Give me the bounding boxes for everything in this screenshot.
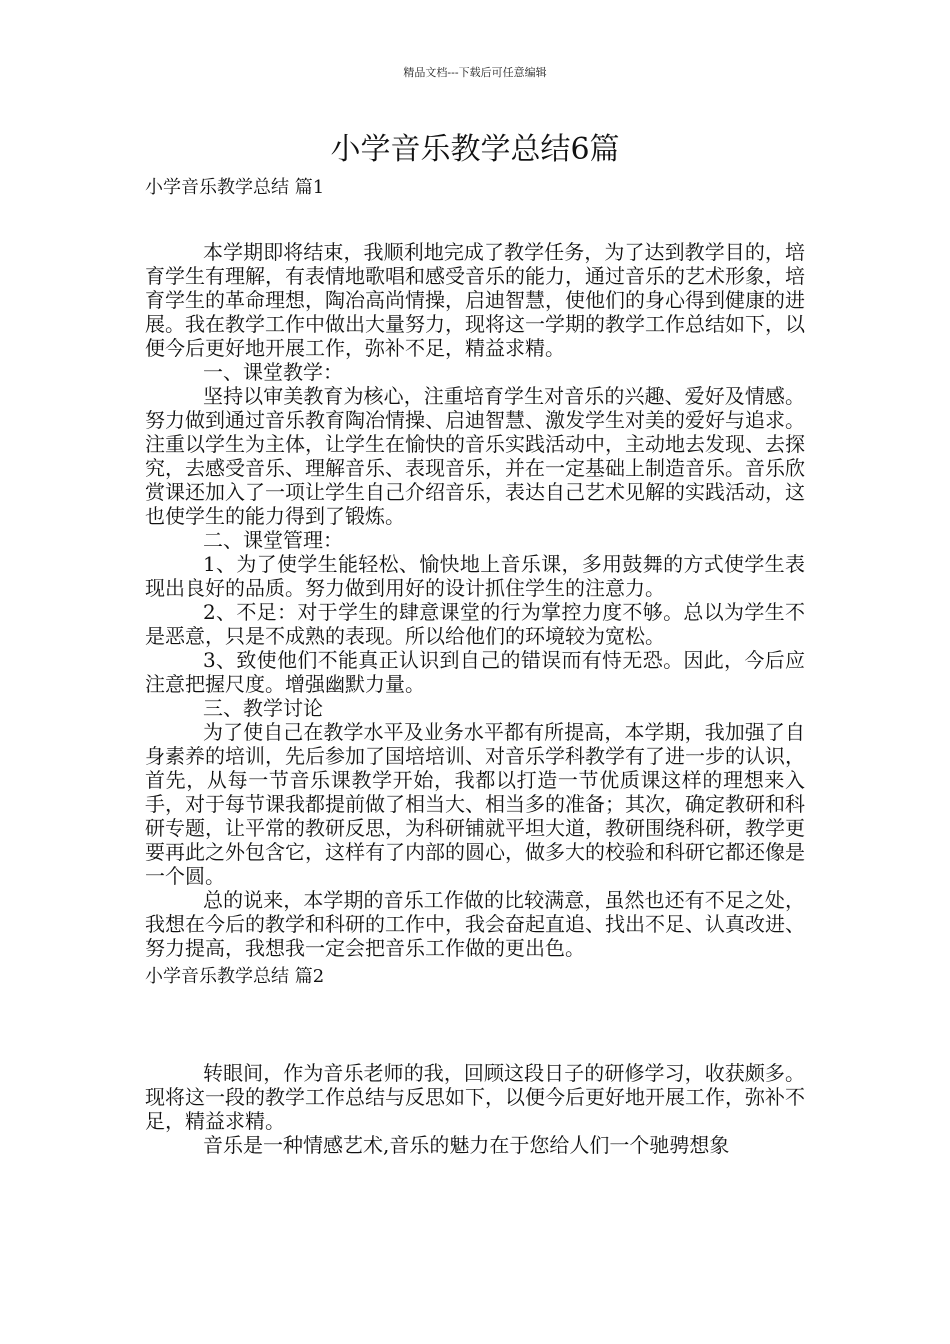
section-2-paragraph-intro: 转眼间，作为音乐老师的我，回顾这段日子的研修学习，收获颇多。现将这一段的教学工作总结与反思如下，以便今后更好地开展工作，弥补不足，精益求精。 — [145, 1061, 805, 1133]
section-1-paragraph-management-2: 2、不足：对于学生的肆意课堂的行为掌控力度不够。总以为学生不是恶意，只是不成熟的表现。所以给他们的环境较为宽松。 — [145, 600, 805, 648]
section-1-heading: 小学音乐教学总结 篇1 — [145, 177, 325, 198]
document-title: 小学音乐教学总结6篇 — [330, 132, 620, 167]
document-body — [145, 176, 805, 1157]
subheading-teaching-discussion: 三、教学讨论 — [203, 696, 323, 720]
subheading-classroom-management: 二、课堂管理： — [203, 528, 343, 552]
section-1-paragraph-discussion: 为了使自己在教学水平及业务水平都有所提高，本学期，我加强了自身素养的培训，先后参加了国培培训、对音乐学科教学有了进一步的认识，首先，从每一节音乐课教学开始，我都以打造一节优质课这样的理想来入手，对于每节课我都提前做了相当大、相当多的准备；其次，确定教研和科研专题，让平常的教研反思，为科研铺就平坦大道，教研围绕科研，教学更要再此之外包含它，这样有了内部的圆心，做多大的校验和科研它都还像是一个圆。 — [145, 720, 805, 888]
subheading-classroom-teaching: 一、课堂教学： — [203, 360, 343, 384]
header-note: 精品文档---下载后可任意编辑 — [403, 66, 547, 79]
section-1-paragraph-conclusion: 总的说来，本学期的音乐工作做的比较满意，虽然也还有不足之处，我想在今后的教学和科研的工作中，我会奋起直追、找出不足、认真改进、努力提高，我想我一定会把音乐工作做的更出色。 — [145, 888, 805, 960]
section-1-paragraph-management-3: 3、致使他们不能真正认识到自己的错误而有恃无恐。因此，今后应注意把握尺度。增强幽默力量。 — [145, 648, 805, 696]
section-1-paragraph-intro: 本学期即将结束，我顺利地完成了教学任务，为了达到教学目的，培育学生有理解，有表情地歌唱和感受音乐的能力，通过音乐的艺术形象，培育学生的革命理想，陶冶高尚情操，启迪智慧，使他们的身心得到健康的进展。我在教学工作中做出大量努力，现将这一学期的教学工作总结如下，以便今后更好地开展工作，弥补不足，精益求精。 — [145, 240, 805, 360]
section-1-paragraph-management-1: 1、为了使学生能轻松、愉快地上音乐课，多用鼓舞的方式使学生表现出良好的品质。努力做到用好的设计抓住学生的注意力。 — [145, 552, 805, 600]
section-2-paragraph-music: 音乐是一种情感艺术,音乐的魅力在于您给人们一个驰骋想象 — [203, 1133, 730, 1157]
section-1-paragraph-teaching: 坚持以审美教育为核心，注重培育学生对音乐的兴趣、爱好及情感。努力做到通过音乐教育陶冶情操、启迪智慧、激发学生对美的爱好与追求。注重以学生为主体，让学生在愉快的音乐实践活动中，主动地去发现、去探究，去感受音乐、理解音乐、表现音乐，并在一定基础上制造音乐。音乐欣赏课还加入了一项让学生自己介绍音乐，表达自己艺术见解的实践活动，这也使学生的能力得到了锻炼。 — [145, 384, 805, 528]
section-2-heading: 小学音乐教学总结 篇2 — [145, 966, 325, 987]
